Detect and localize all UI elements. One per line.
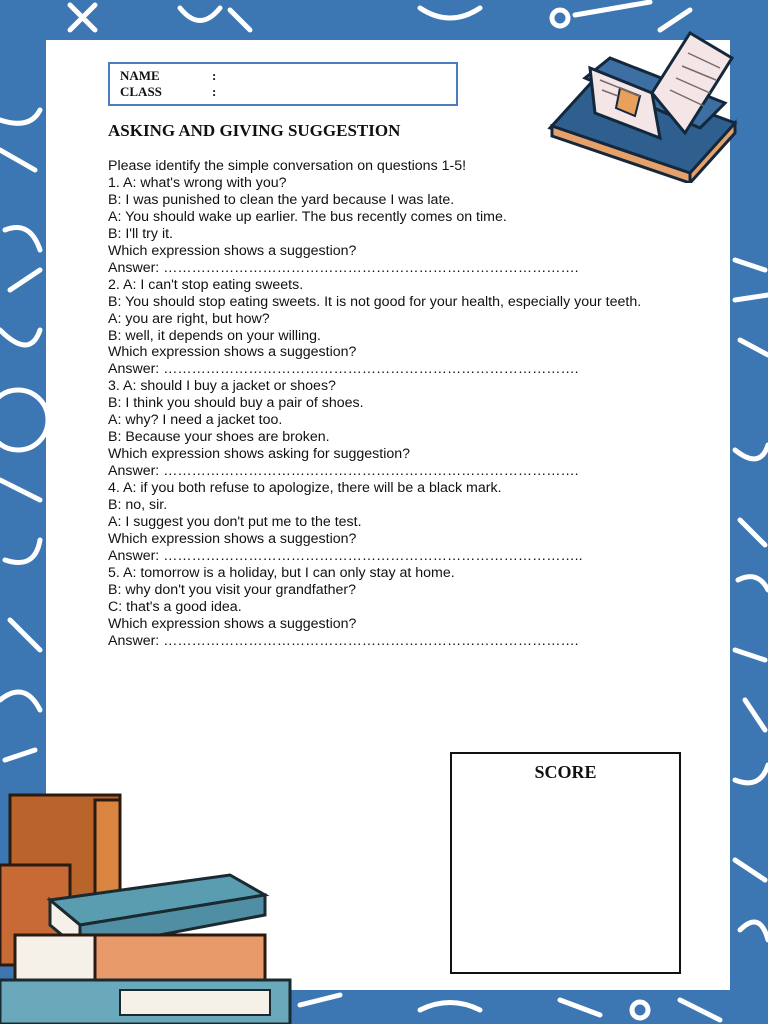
question-line: B: no, sir. <box>108 497 168 514</box>
instructions: Please identify the simple conversation on questions 1-5! <box>108 158 467 174</box>
answer-line[interactable]: Answer: …………………………………………………………………………….. <box>108 547 583 564</box>
class-colon: : <box>212 84 217 99</box>
student-info-box <box>108 62 458 106</box>
question-line: A: you are right, but how? <box>108 310 270 327</box>
question-line: 3. A: should I buy a jacket or shoes? <box>108 378 336 395</box>
score-label: SCORE <box>534 762 597 782</box>
question-line: 4. A: if you both refuse to apologize, there will be a black mark. <box>108 480 502 497</box>
question-prompt: Which expression shows asking for suggestion? <box>108 446 411 463</box>
worksheet-questions <box>108 158 668 650</box>
name-field[interactable] <box>120 68 216 84</box>
answer-line[interactable]: Answer: ……………………………………………………………………………. <box>108 259 579 276</box>
question-line: B: You should stop eating sweets. It is not good for your health, especially your teeth. <box>108 293 642 310</box>
question-prompt: Which expression shows a suggestion? <box>108 242 357 259</box>
question-line: B: I'll try it. <box>108 225 173 242</box>
question-line: B: well, it depends on your willing. <box>108 327 321 344</box>
question-line: B: I was punished to clean the yard because I was late. <box>108 191 455 208</box>
answer-line[interactable]: Answer: ……………………………………………………………………………. <box>108 463 579 480</box>
question-line: 5. A: tomorrow is a holiday, but I can only stay at home. <box>108 564 455 581</box>
book-stack-icon <box>0 785 300 1024</box>
question-line: 2. A: I can't stop eating sweets. <box>108 276 304 293</box>
question-prompt: Which expression shows a suggestion? <box>108 530 357 547</box>
question-line: A: I suggest you don't put me to the test. <box>108 514 362 531</box>
score-box[interactable] <box>450 752 681 974</box>
question-prompt: Which expression shows a suggestion? <box>108 344 357 361</box>
name-colon: : <box>212 68 217 83</box>
question-line: A: You should wake up earlier. The bus recently comes on time. <box>108 208 507 225</box>
worksheet-title: ASKING AND GIVING SUGGESTION <box>108 121 401 140</box>
name-label: NAME <box>120 68 160 83</box>
question-line: B: Because your shoes are broken. <box>108 429 330 446</box>
answer-line[interactable]: Answer: ……………………………………………………………………………. <box>108 632 579 649</box>
question-line: A: why? I need a jacket too. <box>108 412 283 429</box>
class-field[interactable] <box>120 84 216 100</box>
question-line: B: why don't you visit your grandfather? <box>108 581 356 598</box>
class-label: CLASS <box>120 84 162 99</box>
answer-line[interactable]: Answer: ……………………………………………………………………………. <box>108 361 579 378</box>
question-line: 1. A: what's wrong with you? <box>108 174 287 191</box>
question-line: B: I think you should buy a pair of shoes. <box>108 395 364 412</box>
question-prompt: Which expression shows a suggestion? <box>108 615 357 632</box>
question-line: C: that's a good idea. <box>108 598 242 615</box>
